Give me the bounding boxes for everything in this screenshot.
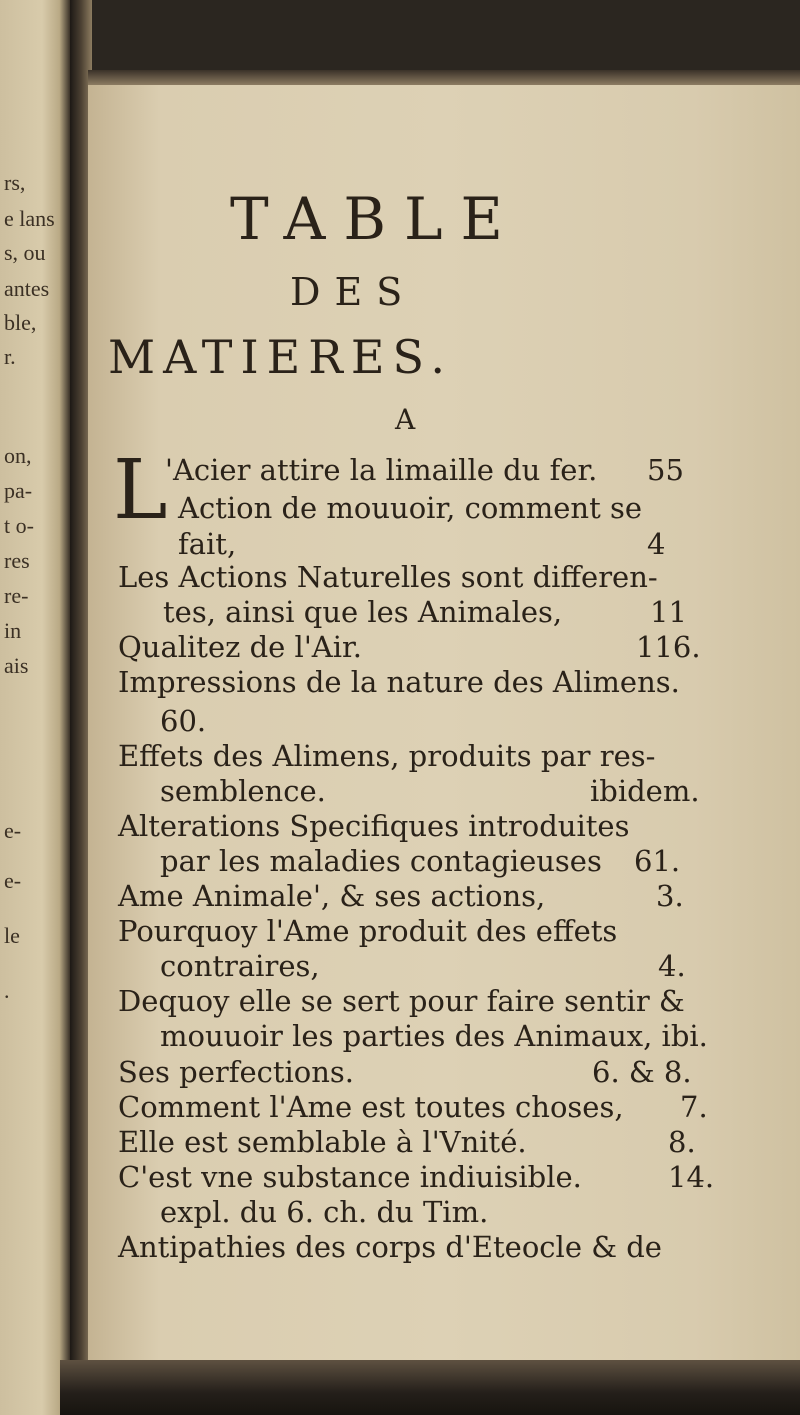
index-entry-page: ibidem.	[590, 774, 700, 808]
index-entry-page: 55	[647, 453, 684, 487]
index-entry-page: 61.	[634, 844, 681, 878]
facing-page-fragment: le	[4, 923, 20, 948]
index-entry-page: 116.	[636, 630, 701, 664]
index-entry-text: mouuoir les parties des Animaux, ibi.	[160, 1019, 708, 1053]
index-entry-text: Les Actions Naturelles sont differen-	[118, 560, 658, 594]
facing-page-fragment: s, ou	[4, 240, 46, 265]
facing-page-fragment: pa-	[4, 478, 33, 503]
facing-page-fragment: re-	[4, 583, 29, 608]
facing-page-fragment: t o-	[4, 513, 34, 538]
index-entry-page: 4.	[658, 949, 686, 983]
index-entry-page: 6. & 8.	[592, 1055, 692, 1089]
bottom-shadow	[60, 1360, 800, 1415]
index-entry-text: Comment l'Ame est toutes choses,	[118, 1090, 624, 1124]
index-entry-text: 60.	[160, 704, 207, 738]
index-entry-text: Ses perfections.	[118, 1055, 355, 1089]
index-entry-page: 14.	[668, 1160, 715, 1194]
index-entry-page: 8.	[668, 1125, 696, 1159]
index-entry-text: Pourquoy l'Ame produit des effets	[118, 914, 618, 948]
facing-page-fragment: e-	[4, 868, 22, 893]
facing-page-margin	[0, 0, 70, 1415]
index-entry-text: Qualitez de l'Air.	[118, 630, 362, 664]
index-entry-page: 4	[647, 527, 666, 561]
index-entry-text: Effets des Alimens, produits par res-	[118, 739, 656, 773]
index-entry-text: contraires,	[160, 949, 320, 983]
section-letter: A	[395, 403, 416, 436]
facing-page-fragment: in	[4, 618, 22, 643]
facing-page-fragment: on,	[4, 443, 32, 468]
facing-page-fragment: res	[4, 548, 30, 573]
facing-page-fragment: rs,	[4, 170, 26, 195]
index-entry-page: 11	[650, 595, 687, 629]
facing-page-fragment: e lans	[4, 206, 55, 231]
index-entry-text: Ame Animale', & ses actions,	[118, 879, 546, 913]
facing-page-fragment: ais	[4, 653, 29, 678]
index-entry-text: Antipathies des corps d'Eteocle & de	[118, 1230, 662, 1264]
index-entry-text: expl. du 6. ch. du Tim.	[160, 1195, 489, 1229]
page-title: TABLE	[230, 185, 521, 253]
index-entry-text: semblence.	[160, 774, 326, 808]
index-entry-text: par les maladies contagieuses	[160, 844, 602, 878]
index-entry-text: 'Acier attire la limaille du fer.	[165, 453, 598, 487]
index-entry-text: fait,	[178, 527, 237, 561]
facing-page-fragment: antes	[4, 276, 50, 301]
facing-page-fragment: ble,	[4, 310, 37, 335]
page-subtitle-matieres: MATIERES.	[108, 330, 453, 384]
index-entry-page: 3.	[656, 879, 684, 913]
facing-page-fragment: e-	[4, 818, 22, 843]
index-entry-text: Elle est semblable à l'Vnité.	[118, 1125, 527, 1159]
drop-cap: L	[113, 443, 168, 538]
index-entry-text: Dequoy elle se sert pour faire sentir &	[118, 984, 685, 1018]
index-entry-text: C'est vne substance indiuisible.	[118, 1160, 582, 1194]
index-entry-page: 7.	[680, 1090, 708, 1124]
index-entry-text: Impressions de la nature des Alimens.	[118, 665, 680, 699]
index-entry-text: Action de mouuoir, comment se	[178, 491, 643, 525]
facing-page-fragment: .	[4, 978, 10, 1003]
page-subtitle: DES	[290, 270, 417, 314]
facing-page-fragment: r.	[4, 344, 16, 369]
index-entry-text: tes, ainsi que les Animales,	[163, 595, 563, 629]
index-entry-text: Alterations Specifiques introduites	[118, 809, 630, 843]
